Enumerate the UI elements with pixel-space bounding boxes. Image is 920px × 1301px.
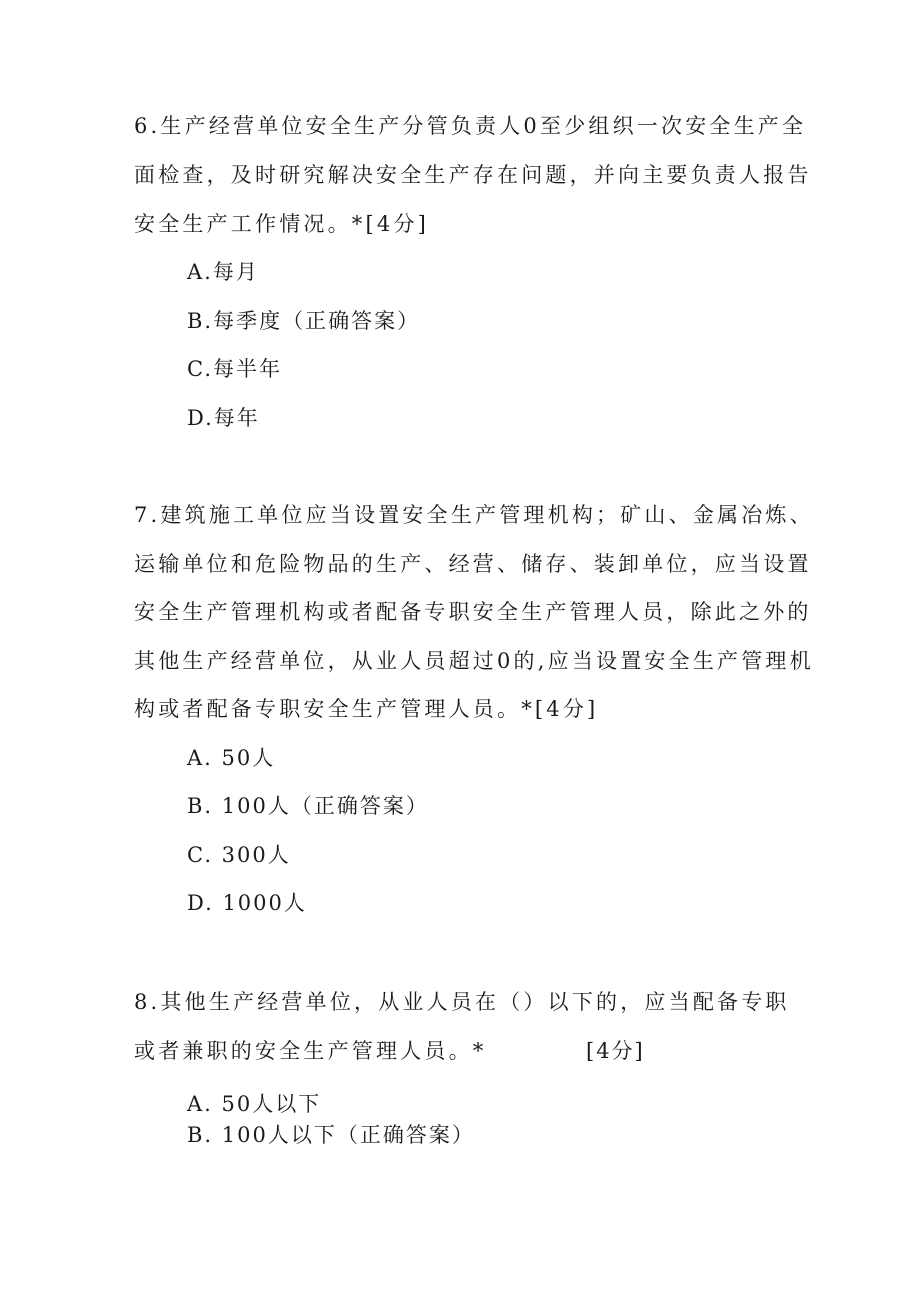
option-b: B. 100人（正确答案） bbox=[187, 794, 429, 818]
question-text-line: 面检查，及时研究解决安全生产存在问题，并向主要负责人报告 bbox=[134, 163, 812, 187]
question-text-line: 8.其他生产经营单位，从业人员在（）以下的，应当配备专职 bbox=[134, 990, 790, 1014]
question-text-line: 7.建筑施工单位应当设置安全生产管理机构；矿山、金属冶炼、 bbox=[134, 503, 814, 527]
option-b: B. 100人以下（正确答案） bbox=[187, 1123, 475, 1147]
question-text-line: 或者兼职的安全生产管理人员。* bbox=[134, 1039, 487, 1063]
option-a: A. 50人 bbox=[187, 746, 276, 770]
option-c: C. 300人 bbox=[187, 843, 291, 867]
option-d: D. 1000人 bbox=[187, 891, 307, 915]
option-a: A.每月 bbox=[187, 260, 259, 284]
question-text-line: 运输单位和危险物品的生产、经营、储存、装卸单位，应当设置 bbox=[134, 552, 812, 576]
option-b: B.每季度（正确答案） bbox=[187, 309, 421, 333]
option-a: A. 50人以下 bbox=[187, 1092, 322, 1116]
question-text-line: 安全生产工作情况。*[4分] bbox=[134, 212, 430, 236]
question-score: [4分] bbox=[586, 1039, 645, 1063]
question-text-line: 6.生产经营单位安全生产分管负责人0至少组织一次安全生产全 bbox=[134, 114, 807, 138]
option-d: D.每年 bbox=[187, 406, 260, 430]
question-text-line: 构或者配备专职安全生产管理人员。*[4分] bbox=[134, 697, 599, 721]
question-text-line: 安全生产管理机构或者配备专职安全生产管理人员，除此之外的 bbox=[134, 600, 812, 624]
question-text-line: 其他生产经营单位，从业人员超过0的,应当设置安全生产管理机 bbox=[134, 649, 814, 673]
option-c: C.每半年 bbox=[187, 357, 282, 381]
